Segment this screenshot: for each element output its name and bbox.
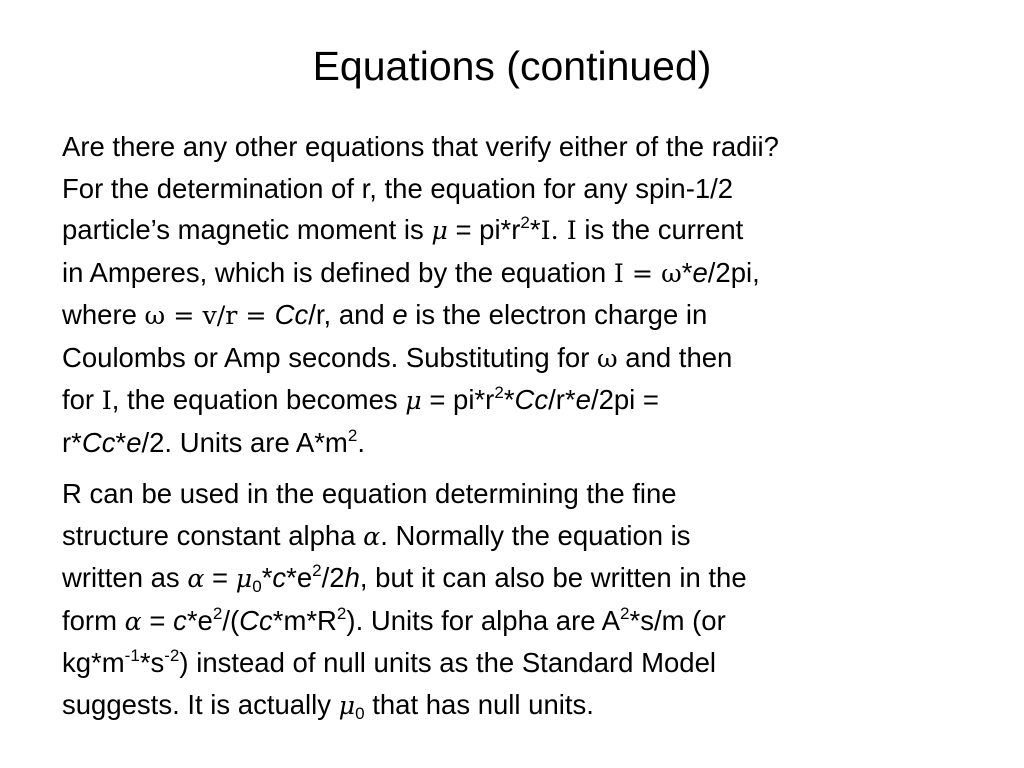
mu-symbol: μ [338,690,356,720]
text-line: particle’s magnetic moment is $\mu = pi*r^2*I$. I is the current [62,213,744,245]
current-symbol: I [540,216,551,245]
alpha-symbol: α [363,521,381,551]
text-line: suggests. It is actually μ0 that has null units. [62,688,594,723]
current-symbol: I [566,216,577,245]
bullet-paragraph-fine-structure [62,473,967,726]
current-symbol: I [613,258,624,288]
slide-title: Equations (continued) [312,43,712,89]
text-line: structure constant alpha α. Normally the equation is [62,519,691,551]
text-line: written as $\alpha = \mu 0*c*e^2/2h$, but it can also be written in the [62,561,747,597]
bullet-paragraph-radii [62,126,967,463]
electron-charge-symbol: e [692,256,708,288]
text-line: R can be used in the equation determining the fine [62,478,677,509]
text-line: for I, the equation becomes $\mu = pi*r^2*Cc/r*e/2pi$ = [62,383,659,415]
omega-symbol: ω [144,301,166,330]
text-line: $kg*m^{-1}*s^{-2}$) instead of null units as the Standard Model [62,646,716,678]
text-line: in Amperes, which is defined by the equation I = ω*e/2pi, [62,256,760,288]
alpha-symbol: α [124,606,142,636]
alpha-symbol: α [187,564,205,593]
slide-body [62,126,967,736]
current-symbol: I [101,386,112,415]
text-line: where ω = v/r = Cc/r, and e is the electron charge in [62,299,708,330]
mu-symbol: μ [235,564,253,593]
mu-symbol: μ [405,386,422,415]
text-line: Coulombs or Amp seconds. Substituting for ω and then [62,341,733,373]
text-line: form $\alpha = c*e^2/(Cc*m*R^2)$. Units for alpha are $A^2*s/m$ (or [62,603,726,636]
omega-symbol: ω [597,343,618,373]
mu-symbol: μ [431,216,448,245]
text-line: r*Cc*e/2. Units are $A*m^2$. [62,425,365,458]
text-line: For the determination of r, the equation for any spin-1/2 [62,172,734,204]
text-line: Are there any other equations that verify either of the radii? [62,131,779,162]
omega-symbol: ω [661,258,682,288]
